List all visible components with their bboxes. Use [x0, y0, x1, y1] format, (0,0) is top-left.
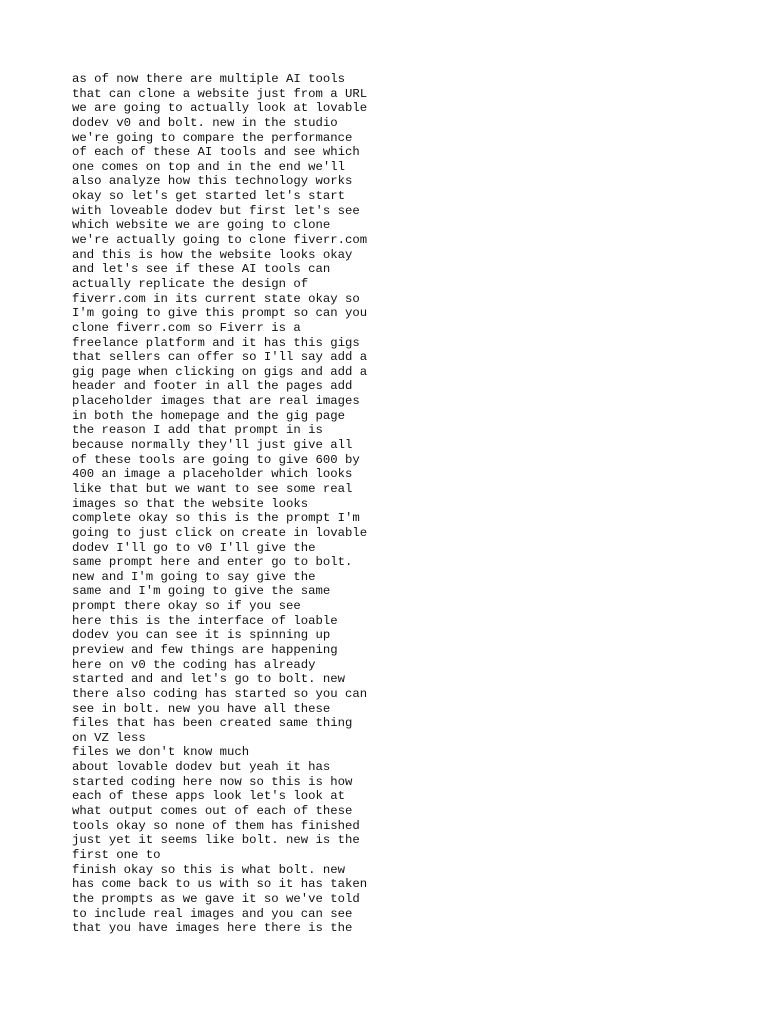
- transcript-line: placeholder images that are real images: [72, 394, 360, 409]
- transcript-line: as of now there are multiple AI tools: [72, 72, 346, 86]
- transcript-line: like that but we want to see some real: [72, 481, 353, 496]
- transcript-line: same and I'm going to give the same: [72, 584, 331, 599]
- transcript-line: because normally they'll just give all: [72, 438, 353, 453]
- transcript-line: gig page when clicking on gigs and add a: [72, 364, 368, 379]
- transcript-line: we're going to compare the performance: [72, 130, 353, 145]
- transcript-line: see in bolt. new you have all these: [72, 701, 331, 716]
- transcript-line: with loveable dodev but first let's see: [72, 203, 360, 218]
- transcript-line: okay so let's get started let's start: [72, 189, 346, 204]
- transcript-line: the reason I add that prompt in is: [72, 423, 323, 438]
- transcript-line: just yet it seems like bolt. new is the: [72, 833, 360, 848]
- transcript-line: images so that the website looks: [72, 496, 309, 511]
- transcript-line: actually replicate the design of: [72, 276, 309, 291]
- transcript-line: prompt there okay so if you see: [72, 599, 301, 614]
- transcript-line: has come back to us with so it has taken: [72, 877, 368, 892]
- transcript-line: dodev you can see it is spinning up: [72, 628, 331, 643]
- transcript-line: we are going to actually look at lovable: [72, 101, 368, 116]
- transcript-line: same prompt here and enter go to bolt.: [72, 555, 353, 570]
- transcript-line: header and footer in all the pages add: [72, 379, 353, 394]
- transcript-line: dodev I'll go to v0 I'll give the: [72, 540, 316, 555]
- transcript-line: in both the homepage and the gig page: [72, 408, 346, 423]
- transcript-line: that sellers can offer so I'll say add a: [72, 350, 368, 365]
- transcript-line: complete okay so this is the prompt I'm: [72, 511, 360, 526]
- transcript-line: each of these apps look let's look at: [72, 789, 346, 804]
- transcript-line: also analyze how this technology works: [72, 174, 353, 189]
- transcript-line: that you have images here there is the: [72, 921, 353, 936]
- transcript-line: of these tools are going to give 600 by: [72, 452, 360, 467]
- transcript-line: that can clone a website just from a URL: [72, 86, 368, 101]
- transcript-line: there also coding has started so you can: [72, 686, 368, 701]
- transcript-line: on VZ less: [72, 730, 146, 745]
- transcript-line: to include real images and you can see: [72, 906, 353, 921]
- transcript-line: 400 an image a placeholder which looks: [72, 467, 353, 482]
- transcript-line: here this is the interface of loable: [72, 613, 338, 628]
- transcript-line: files we don't know much: [72, 745, 250, 760]
- transcript-line: first one to: [72, 847, 161, 862]
- transcript-line: preview and few things are happening: [72, 642, 338, 657]
- transcript-line: fiverr.com in its current state okay so: [72, 291, 360, 306]
- transcript-line: finish okay so this is what bolt. new: [72, 862, 346, 877]
- transcript-line: about lovable dodev but yeah it has: [72, 760, 331, 775]
- transcript-line: what output comes out of each of these: [72, 804, 353, 819]
- transcript-line: freelance platform and it has this gigs: [72, 335, 360, 350]
- transcript-line: clone fiverr.com so Fiverr is a: [72, 320, 301, 335]
- transcript-line: files that has been created same thing: [72, 716, 353, 731]
- transcript-line: and this is how the website looks okay: [72, 247, 353, 262]
- transcript-line: here on v0 the coding has already: [72, 657, 316, 672]
- transcript-line: started coding here now so this is how: [72, 774, 353, 789]
- transcript-line: we're actually going to clone fiverr.com: [72, 233, 368, 248]
- transcript-line: which website we are going to clone: [72, 218, 331, 233]
- transcript-line: one comes on top and in the end we'll: [72, 159, 346, 174]
- transcript-line: started and and let's go to bolt. new: [72, 672, 346, 687]
- transcript-line: of each of these AI tools and see which: [72, 145, 360, 160]
- transcript-line: new and I'm going to say give the: [72, 569, 316, 584]
- transcript-line: and let's see if these AI tools can: [72, 262, 331, 277]
- transcript-line: going to just click on create in lovable: [72, 525, 368, 540]
- transcript-line: tools okay so none of them has finished: [72, 818, 360, 833]
- transcript-line: dodev v0 and bolt. new in the studio: [72, 115, 338, 130]
- transcript-line: the prompts as we gave it so we've told: [72, 891, 360, 906]
- transcript-line: I'm going to give this prompt so can you: [72, 306, 368, 321]
- transcript-text-block: [72, 72, 712, 936]
